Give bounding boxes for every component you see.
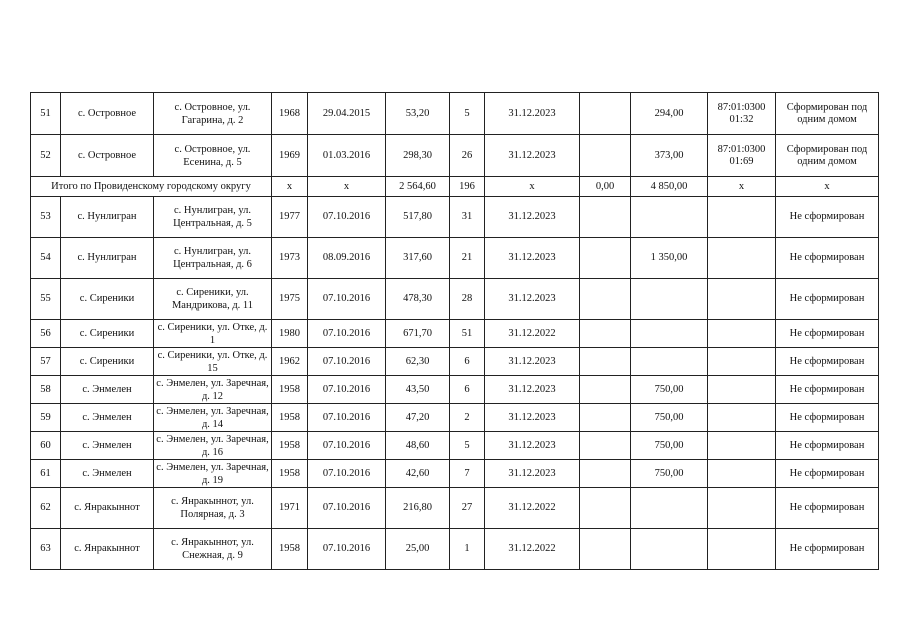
- date-cell: 07.10.2016: [308, 432, 386, 460]
- date-cell: 07.10.2016: [308, 488, 386, 529]
- deadline-cell: 31.12.2023: [485, 238, 580, 279]
- column-11-cell: 373,00: [631, 135, 708, 177]
- column-10-cell: [580, 432, 631, 460]
- deadline-cell: 31.12.2022: [485, 488, 580, 529]
- status-cell: Не сформирован: [776, 529, 879, 570]
- column-10-cell: [580, 348, 631, 376]
- row-number: 59: [31, 404, 61, 432]
- row-number: 55: [31, 279, 61, 320]
- date-cell: 07.10.2016: [308, 376, 386, 404]
- cadastral-cell: [708, 197, 776, 238]
- settlement-cell: с. Янракыннот: [61, 529, 154, 570]
- column-11-cell: 750,00: [631, 404, 708, 432]
- table-row: [31, 279, 879, 320]
- housing-register-table: [30, 92, 879, 570]
- column-10-cell: [580, 135, 631, 177]
- table-row: [31, 197, 879, 238]
- year-cell: 1975: [272, 279, 308, 320]
- date-cell: 07.10.2016: [308, 404, 386, 432]
- area-cell: 42,60: [386, 460, 450, 488]
- row-number: 51: [31, 93, 61, 135]
- deadline-cell: 31.12.2023: [485, 279, 580, 320]
- total-area: 2 564,60: [386, 177, 450, 197]
- date-cell: 07.10.2016: [308, 320, 386, 348]
- date-cell: 08.09.2016: [308, 238, 386, 279]
- residents-cell: 6: [450, 376, 485, 404]
- area-cell: 298,30: [386, 135, 450, 177]
- settlement-cell: с. Энмелен: [61, 404, 154, 432]
- settlement-cell: с. Янракыннот: [61, 488, 154, 529]
- row-number: 62: [31, 488, 61, 529]
- year-cell: 1958: [272, 529, 308, 570]
- column-11-cell: [631, 279, 708, 320]
- row-number: 61: [31, 460, 61, 488]
- deadline-cell: 31.12.2023: [485, 135, 580, 177]
- column-10-cell: [580, 279, 631, 320]
- total-residents: 196: [450, 177, 485, 197]
- table-row: [31, 93, 879, 135]
- date-cell: 07.10.2016: [308, 197, 386, 238]
- area-cell: 62,30: [386, 348, 450, 376]
- column-11-cell: [631, 529, 708, 570]
- table-row: [31, 348, 879, 376]
- total-year: х: [272, 177, 308, 197]
- column-10-cell: [580, 488, 631, 529]
- column-10-cell: [580, 529, 631, 570]
- address-cell: с. Сиреники, ул. Отке, д. 15: [154, 348, 272, 376]
- status-cell: Не сформирован: [776, 376, 879, 404]
- residents-cell: 28: [450, 279, 485, 320]
- row-number: 63: [31, 529, 61, 570]
- settlement-cell: с. Островное: [61, 93, 154, 135]
- settlement-cell: с. Сиреники: [61, 320, 154, 348]
- year-cell: 1977: [272, 197, 308, 238]
- column-11-cell: 750,00: [631, 432, 708, 460]
- table-row: [31, 432, 879, 460]
- settlement-cell: с. Энмелен: [61, 376, 154, 404]
- row-number: 53: [31, 197, 61, 238]
- year-cell: 1980: [272, 320, 308, 348]
- deadline-cell: 31.12.2023: [485, 376, 580, 404]
- settlement-cell: с. Островное: [61, 135, 154, 177]
- cadastral-cell: [708, 460, 776, 488]
- area-cell: 43,50: [386, 376, 450, 404]
- total-date: х: [308, 177, 386, 197]
- settlement-cell: с. Энмелен: [61, 432, 154, 460]
- address-cell: с. Энмелен, ул. Заречная, д. 16: [154, 432, 272, 460]
- area-cell: 478,30: [386, 279, 450, 320]
- total-row: [31, 177, 879, 197]
- table-row: [31, 376, 879, 404]
- status-cell: Не сформирован: [776, 320, 879, 348]
- column-10-cell: [580, 404, 631, 432]
- column-10-cell: [580, 460, 631, 488]
- total-column-11: 4 850,00: [631, 177, 708, 197]
- status-cell: Не сформирован: [776, 238, 879, 279]
- residents-cell: 5: [450, 432, 485, 460]
- table-body: [31, 197, 879, 570]
- area-cell: 48,60: [386, 432, 450, 460]
- address-cell: с. Островное, ул. Гагарина, д. 2: [154, 93, 272, 135]
- address-cell: с. Сиреники, ул. Отке, д. 1: [154, 320, 272, 348]
- date-cell: 07.10.2016: [308, 529, 386, 570]
- area-cell: 216,80: [386, 488, 450, 529]
- year-cell: 1968: [272, 93, 308, 135]
- date-cell: 07.10.2016: [308, 460, 386, 488]
- cadastral-cell: [708, 529, 776, 570]
- residents-cell: 26: [450, 135, 485, 177]
- column-11-cell: [631, 348, 708, 376]
- year-cell: 1971: [272, 488, 308, 529]
- cadastral-cell: [708, 279, 776, 320]
- address-cell: с. Энмелен, ул. Заречная, д. 19: [154, 460, 272, 488]
- deadline-cell: 31.12.2022: [485, 320, 580, 348]
- cadastral-cell: 87:01:0300 01:32: [708, 93, 776, 135]
- area-cell: 25,00: [386, 529, 450, 570]
- total-cadastral: х: [708, 177, 776, 197]
- area-cell: 517,80: [386, 197, 450, 238]
- table-row: [31, 404, 879, 432]
- year-cell: 1962: [272, 348, 308, 376]
- status-cell: Не сформирован: [776, 488, 879, 529]
- address-cell: с. Нунлигран, ул. Центральная, д. 6: [154, 238, 272, 279]
- year-cell: 1969: [272, 135, 308, 177]
- deadline-cell: 31.12.2023: [485, 93, 580, 135]
- total-status: х: [776, 177, 879, 197]
- area-cell: 47,20: [386, 404, 450, 432]
- cadastral-cell: [708, 488, 776, 529]
- date-cell: 01.03.2016: [308, 135, 386, 177]
- column-11-cell: [631, 197, 708, 238]
- residents-cell: 7: [450, 460, 485, 488]
- status-cell: Не сформирован: [776, 432, 879, 460]
- deadline-cell: 31.12.2023: [485, 432, 580, 460]
- table-row: [31, 320, 879, 348]
- status-cell: Не сформирован: [776, 279, 879, 320]
- table-row: [31, 238, 879, 279]
- total-deadline: х: [485, 177, 580, 197]
- address-cell: с. Энмелен, ул. Заречная, д. 12: [154, 376, 272, 404]
- deadline-cell: 31.12.2023: [485, 404, 580, 432]
- residents-cell: 2: [450, 404, 485, 432]
- residents-cell: 27: [450, 488, 485, 529]
- table-row: [31, 529, 879, 570]
- date-cell: 29.04.2015: [308, 93, 386, 135]
- row-number: 58: [31, 376, 61, 404]
- column-11-cell: [631, 488, 708, 529]
- deadline-cell: 31.12.2022: [485, 529, 580, 570]
- column-11-cell: 750,00: [631, 460, 708, 488]
- status-cell: Сформирован под одним домом: [776, 93, 879, 135]
- column-11-cell: 294,00: [631, 93, 708, 135]
- address-cell: с. Сиреники, ул. Мандрикова, д. 11: [154, 279, 272, 320]
- row-number: 57: [31, 348, 61, 376]
- settlement-cell: с. Энмелен: [61, 460, 154, 488]
- cadastral-cell: 87:01:0300 01:69: [708, 135, 776, 177]
- column-10-cell: [580, 238, 631, 279]
- status-cell: Сформирован под одним домом: [776, 135, 879, 177]
- settlement-cell: с. Нунлигран: [61, 238, 154, 279]
- deadline-cell: 31.12.2023: [485, 197, 580, 238]
- address-cell: с. Островное, ул. Есенина, д. 5: [154, 135, 272, 177]
- deadline-cell: 31.12.2023: [485, 348, 580, 376]
- year-cell: 1958: [272, 376, 308, 404]
- year-cell: 1973: [272, 238, 308, 279]
- cadastral-cell: [708, 432, 776, 460]
- total-column-10: 0,00: [580, 177, 631, 197]
- settlement-cell: с. Сиреники: [61, 279, 154, 320]
- year-cell: 1958: [272, 404, 308, 432]
- date-cell: 07.10.2016: [308, 279, 386, 320]
- row-number: 56: [31, 320, 61, 348]
- address-cell: с. Янракыннот, ул. Полярная, д. 3: [154, 488, 272, 529]
- cadastral-cell: [708, 404, 776, 432]
- year-cell: 1958: [272, 460, 308, 488]
- row-number: 60: [31, 432, 61, 460]
- area-cell: 53,20: [386, 93, 450, 135]
- residents-cell: 21: [450, 238, 485, 279]
- status-cell: Не сформирован: [776, 460, 879, 488]
- column-11-cell: 750,00: [631, 376, 708, 404]
- residents-cell: 31: [450, 197, 485, 238]
- deadline-cell: 31.12.2023: [485, 460, 580, 488]
- address-cell: с. Янракыннот, ул. Снежная, д. 9: [154, 529, 272, 570]
- table-row: [31, 488, 879, 529]
- area-cell: 317,60: [386, 238, 450, 279]
- cadastral-cell: [708, 376, 776, 404]
- table-row: [31, 460, 879, 488]
- status-cell: Не сформирован: [776, 197, 879, 238]
- total-label: Итого по Провиденскому городскому округу: [31, 177, 272, 197]
- cadastral-cell: [708, 320, 776, 348]
- column-11-cell: 1 350,00: [631, 238, 708, 279]
- date-cell: 07.10.2016: [308, 348, 386, 376]
- status-cell: Не сформирован: [776, 404, 879, 432]
- residents-cell: 51: [450, 320, 485, 348]
- row-number: 54: [31, 238, 61, 279]
- settlement-cell: с. Сиреники: [61, 348, 154, 376]
- cadastral-cell: [708, 348, 776, 376]
- table-row: [31, 135, 879, 177]
- residents-cell: 5: [450, 93, 485, 135]
- row-number: 52: [31, 135, 61, 177]
- address-cell: с. Энмелен, ул. Заречная, д. 14: [154, 404, 272, 432]
- year-cell: 1958: [272, 432, 308, 460]
- column-11-cell: [631, 320, 708, 348]
- settlement-cell: с. Нунлигран: [61, 197, 154, 238]
- status-cell: Не сформирован: [776, 348, 879, 376]
- column-10-cell: [580, 376, 631, 404]
- residents-cell: 1: [450, 529, 485, 570]
- residents-cell: 6: [450, 348, 485, 376]
- column-10-cell: [580, 320, 631, 348]
- cadastral-cell: [708, 238, 776, 279]
- address-cell: с. Нунлигран, ул. Центральная, д. 5: [154, 197, 272, 238]
- column-10-cell: [580, 93, 631, 135]
- column-10-cell: [580, 197, 631, 238]
- area-cell: 671,70: [386, 320, 450, 348]
